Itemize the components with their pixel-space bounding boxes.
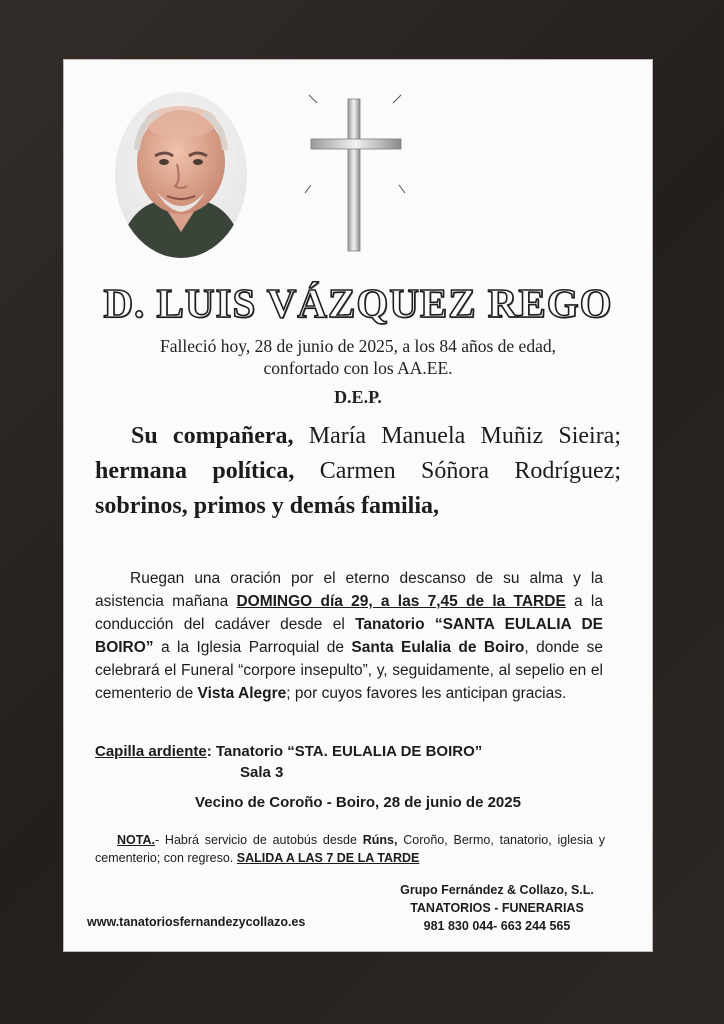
chapel-info <box>95 741 635 781</box>
chapel-location: : Tanatorio “STA. EULALIA DE BOIRO” <box>206 743 483 760</box>
note-label: NOTA. <box>117 833 155 847</box>
prayer-text: ; por cuyos favores les anticipan gracias. <box>286 685 567 702</box>
rest-in-peace: D.E.P. <box>334 387 382 407</box>
funeral-home-name: Grupo Fernández & Collazo, S.L. <box>400 883 594 897</box>
chapel-room: Sala 3 <box>240 764 284 781</box>
website-link[interactable]: www.tanatoriosfernandezycollazo.es <box>87 915 306 929</box>
residence-date-line: Vecino de Coroño - Boiro, 28 de junio de 2025 <box>195 794 521 811</box>
relation-partner: Su compañera, <box>131 423 294 449</box>
death-line-2: confortado con los AA.EE. <box>263 358 453 378</box>
cemetery-name: Vista Alegre <box>197 685 287 702</box>
family-paragraph <box>95 419 621 524</box>
death-line-1: Falleció hoy, 28 de junio de 2025, a los 84 años de edad, <box>160 336 556 356</box>
sister-in-law-name: Carmen Sóñora Rodríguez; <box>294 458 621 484</box>
prayer-text: , donde se celebrará el Funeral “corpore insepulto”, y, seguidamente, al sepelio en el cementerio de <box>95 639 603 702</box>
relation-relatives: sobrinos, primos y demás familia, <box>95 493 440 519</box>
prayer-text: a la Iglesia Parroquial de <box>153 639 352 656</box>
funeral-home-type: TANATORIOS - FUNERARIAS <box>410 901 584 915</box>
funeral-home-block <box>381 881 613 935</box>
note-departure: SALIDA A LAS 7 DE LA TARDE <box>236 851 420 865</box>
note-text: Coroño, Bermo, tanatorio, iglesia y cementerio; con regreso. <box>95 833 605 865</box>
bus-note <box>95 831 605 867</box>
obituary-card <box>63 59 653 952</box>
relation-sister-in-law: hermana política, <box>95 458 295 484</box>
deceased-name: D. LUIS VÁZQUEZ REGO <box>103 280 613 326</box>
prayer-paragraph <box>95 567 603 705</box>
cross-icon <box>295 89 415 259</box>
note-text: - Habrá servicio de autobús desde <box>154 833 363 847</box>
death-announcement <box>63 335 653 379</box>
chapel-label: Capilla ardiente <box>95 743 207 760</box>
funeral-home-location: Tanatorio “SANTA EULALIA DE BOIRO” <box>95 616 603 656</box>
partner-name: María Manuela Muñiz Sieira; <box>293 423 622 449</box>
church-name: Santa Eulalia de Boiro <box>351 639 525 656</box>
note-origin: Rúns, <box>362 833 398 847</box>
deceased-portrait <box>115 92 247 258</box>
service-date: DOMINGO día 29, a las 7,45 de la TARDE <box>236 593 566 610</box>
prayer-text: a la conducción del cadáver desde el <box>95 593 603 633</box>
funeral-home-phones: 981 830 044- 663 244 565 <box>423 919 571 933</box>
prayer-text: Ruegan una oración por el eterno descanso de su alma y la asistencia mañana <box>95 570 603 610</box>
